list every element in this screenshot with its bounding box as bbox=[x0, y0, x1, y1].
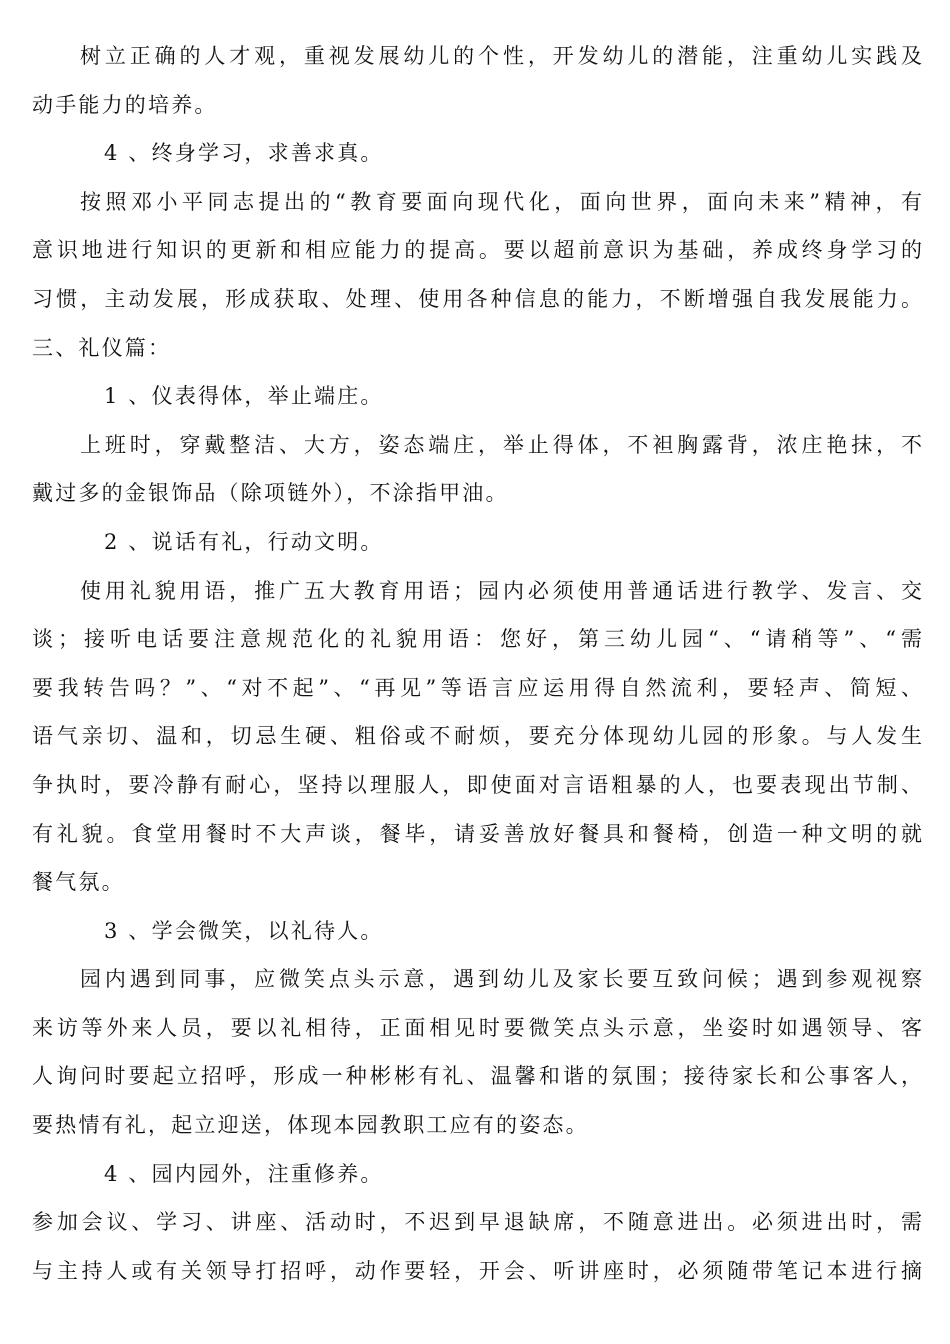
paragraph-line: 语气亲切、温和，切忌生硬、粗俗或不耐烦，要充分体现幼儿园的形象。与人发生 bbox=[32, 724, 922, 749]
section-heading: 4 、园内园外，注重修养。 bbox=[104, 1161, 384, 1186]
paragraph-line: 使用礼貌用语，推广五大教育用语；园内必须使用普通话进行教学、发言、交 bbox=[80, 578, 922, 603]
paragraph-line: 戴过多的金银饰品（除项链外），不涂指甲油。 bbox=[32, 481, 509, 506]
paragraph-line: 园内遇到同事，应微笑点头示意，遇到幼儿及家长要互致问候；遇到参观视察 bbox=[80, 967, 922, 992]
paragraph-line: 上班时，穿戴整洁、大方，姿态端庄，举止得体，不袒胸露背，浓庄艳抹，不 bbox=[80, 432, 922, 457]
paragraph-line: 按照邓小平同志提出的“教育要面向现代化，面向世界，面向未来”精神，有 bbox=[80, 189, 922, 214]
section-heading: 2 、说话有礼，行动文明。 bbox=[104, 529, 384, 554]
section-heading: 3 、学会微笑，以礼待人。 bbox=[104, 918, 384, 943]
paragraph-line: 餐气氛。 bbox=[32, 870, 125, 895]
paragraph-line: 意识地进行知识的更新和相应能力的提高。要以超前意识为基础，养成终身学习的 bbox=[32, 238, 922, 263]
paragraph-line: 来访等外来人员，要以礼相待，正面相见时要微笑点头示意，坐姿时如遇领导、客 bbox=[32, 1015, 922, 1040]
section-heading: 4 、终身学习，求善求真。 bbox=[104, 141, 384, 166]
paragraph-line: 要我转告吗？”、“对不起”、“再见”等语言应运用得自然流利，要轻声、简短、 bbox=[32, 675, 922, 700]
paragraph-line: 有礼貌。食堂用餐时不大声谈，餐毕，请妥善放好餐具和餐椅，创造一种文明的就 bbox=[32, 821, 922, 846]
document-page bbox=[32, 32, 922, 1295]
paragraph-line: 人询问时要起立招呼，形成一种彬彬有礼、温馨和谐的氛围；接待家长和公事客人， bbox=[32, 1064, 922, 1089]
paragraph-line: 谈；接听电话要注意规范化的礼貌用语：您好，第三幼儿园“、“请稍等”、“需 bbox=[32, 627, 922, 652]
paragraph-line: 参加会议、学习、讲座、活动时，不迟到早退缺席，不随意进出。必须进出时，需 bbox=[32, 1210, 922, 1235]
paragraph-line: 树立正确的人才观，重视发展幼儿的个性，开发幼儿的潜能，注重幼儿实践及 bbox=[80, 44, 922, 68]
chapter-heading: 三、礼仪篇： bbox=[32, 335, 172, 360]
paragraph-line: 动手能力的培养。 bbox=[32, 92, 218, 117]
paragraph-line: 与主持人或有关领导打招呼，动作要轻，开会、听讲座时，必须随带笔记本进行摘 bbox=[32, 1258, 922, 1283]
section-heading: 1 、仪表得体，举止端庄。 bbox=[104, 384, 384, 409]
paragraph-line: 习惯，主动发展，形成获取、处理、使用各种信息的能力，不断增强自我发展能力。 bbox=[32, 286, 922, 311]
paragraph-line: 争执时，要冷静有耐心，坚持以理服人，即使面对言语粗暴的人，也要表现出节制、 bbox=[32, 772, 922, 797]
paragraph-line: 要热情有礼，起立迎送，体现本园教职工应有的姿态。 bbox=[32, 1113, 589, 1138]
